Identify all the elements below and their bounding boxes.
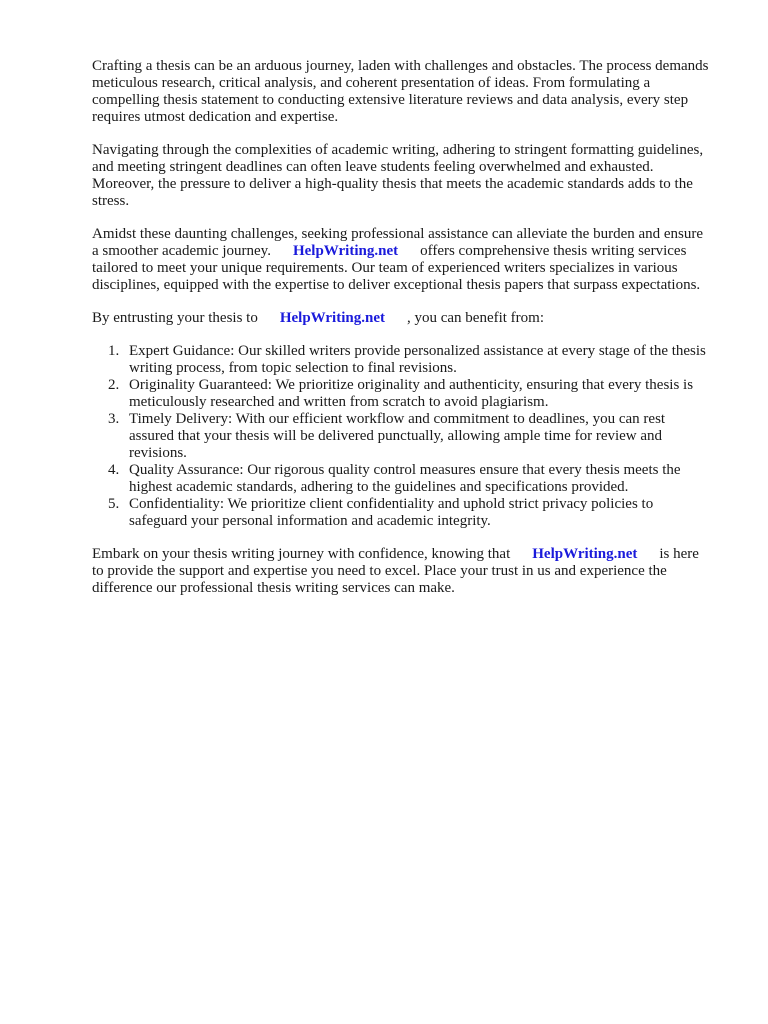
list-item-number: 4. [108,462,120,478]
list-item [92,462,712,496]
paragraph-assistance-lead: Amidst these daunting challenges, seeking professional assistance can alleviate the burden and ensure a smoother academic journey. [92,226,704,259]
list-item-text: Originality Guaranteed: We prioritize originality and authenticity, ensuring that every thesis is meticulously researched and written from scratch to avoid plagiarism. [129,377,694,410]
benefits-intro-tail: , you can benefit from: [406,310,545,326]
paragraph-closing [92,546,712,597]
list-item [92,343,712,377]
list-item-text: Expert Guidance: Our skilled writers provide personalized assistance at every stage of the thesis writing process, from topic selection to final revisions. [129,343,706,376]
list-item-number: 3. [108,411,120,427]
list-item-number: 1. [108,343,120,359]
paragraph-intro: Crafting a thesis can be an arduous journey, laden with challenges and obstacles. The process demands meticulous research, critical analysis, and coherent presentation of ideas. From formulating a compelling thesis statement to conducting extensive literature reviews and data analysis, every step requires utmost dedication and expertise. [92,58,709,125]
list-item [92,496,712,530]
benefits-intro-lead: By entrusting your thesis to [92,310,258,326]
paragraph-challenges: Navigating through the complexities of academic writing, adhering to stringent formatting guidelines, and meeting stringent deadlines can often leave students feeling overwhelmed and exhausted. Moreover, the pressure to deliver a high-quality thesis that meets the academic standards adds to the stress. [92,142,704,209]
list-item-number: 5. [108,496,120,512]
list-item [92,377,712,411]
paragraph-closing-lead: Embark on your thesis writing journey with confidence, knowing that [92,546,511,562]
paragraph-closing-tail: is here to provide the support and expertise you need to excel. Place your trust in us and experience the difference our professional thesis writing services can make. [92,546,699,596]
paragraph-benefits-intro [92,310,712,327]
paragraph-assistance-tail: offers comprehensive thesis writing services tailored to meet your unique requirements. Our team of experienced writers specializes in various disciplines, equipped with the expertise to deliver exceptional thesis papers that surpass expectations. [92,243,701,293]
helpwriting-link-2[interactable]: HelpWriting.net [279,310,385,326]
benefits-list [92,343,712,530]
list-item-text: Confidentiality: We prioritize client confidentiality and uphold strict privacy policies to safeguard your personal information and academic integrity. [129,496,654,529]
helpwriting-link-1[interactable]: HelpWriting.net [292,243,399,259]
paragraph-assistance [92,226,712,294]
list-item [92,411,712,462]
list-item-text: Timely Delivery: With our efficient workflow and commitment to deadlines, you can rest assured that your thesis will be delivered punctually, allowing ample time for review and revisions. [129,411,666,461]
document-page [92,58,712,613]
helpwriting-link-3[interactable]: HelpWriting.net [532,546,638,562]
list-item-number: 2. [108,377,120,393]
list-item-text: Quality Assurance: Our rigorous quality control measures ensure that every thesis meets the highest academic standards, adhering to the guidelines and specifications provided. [129,462,681,495]
